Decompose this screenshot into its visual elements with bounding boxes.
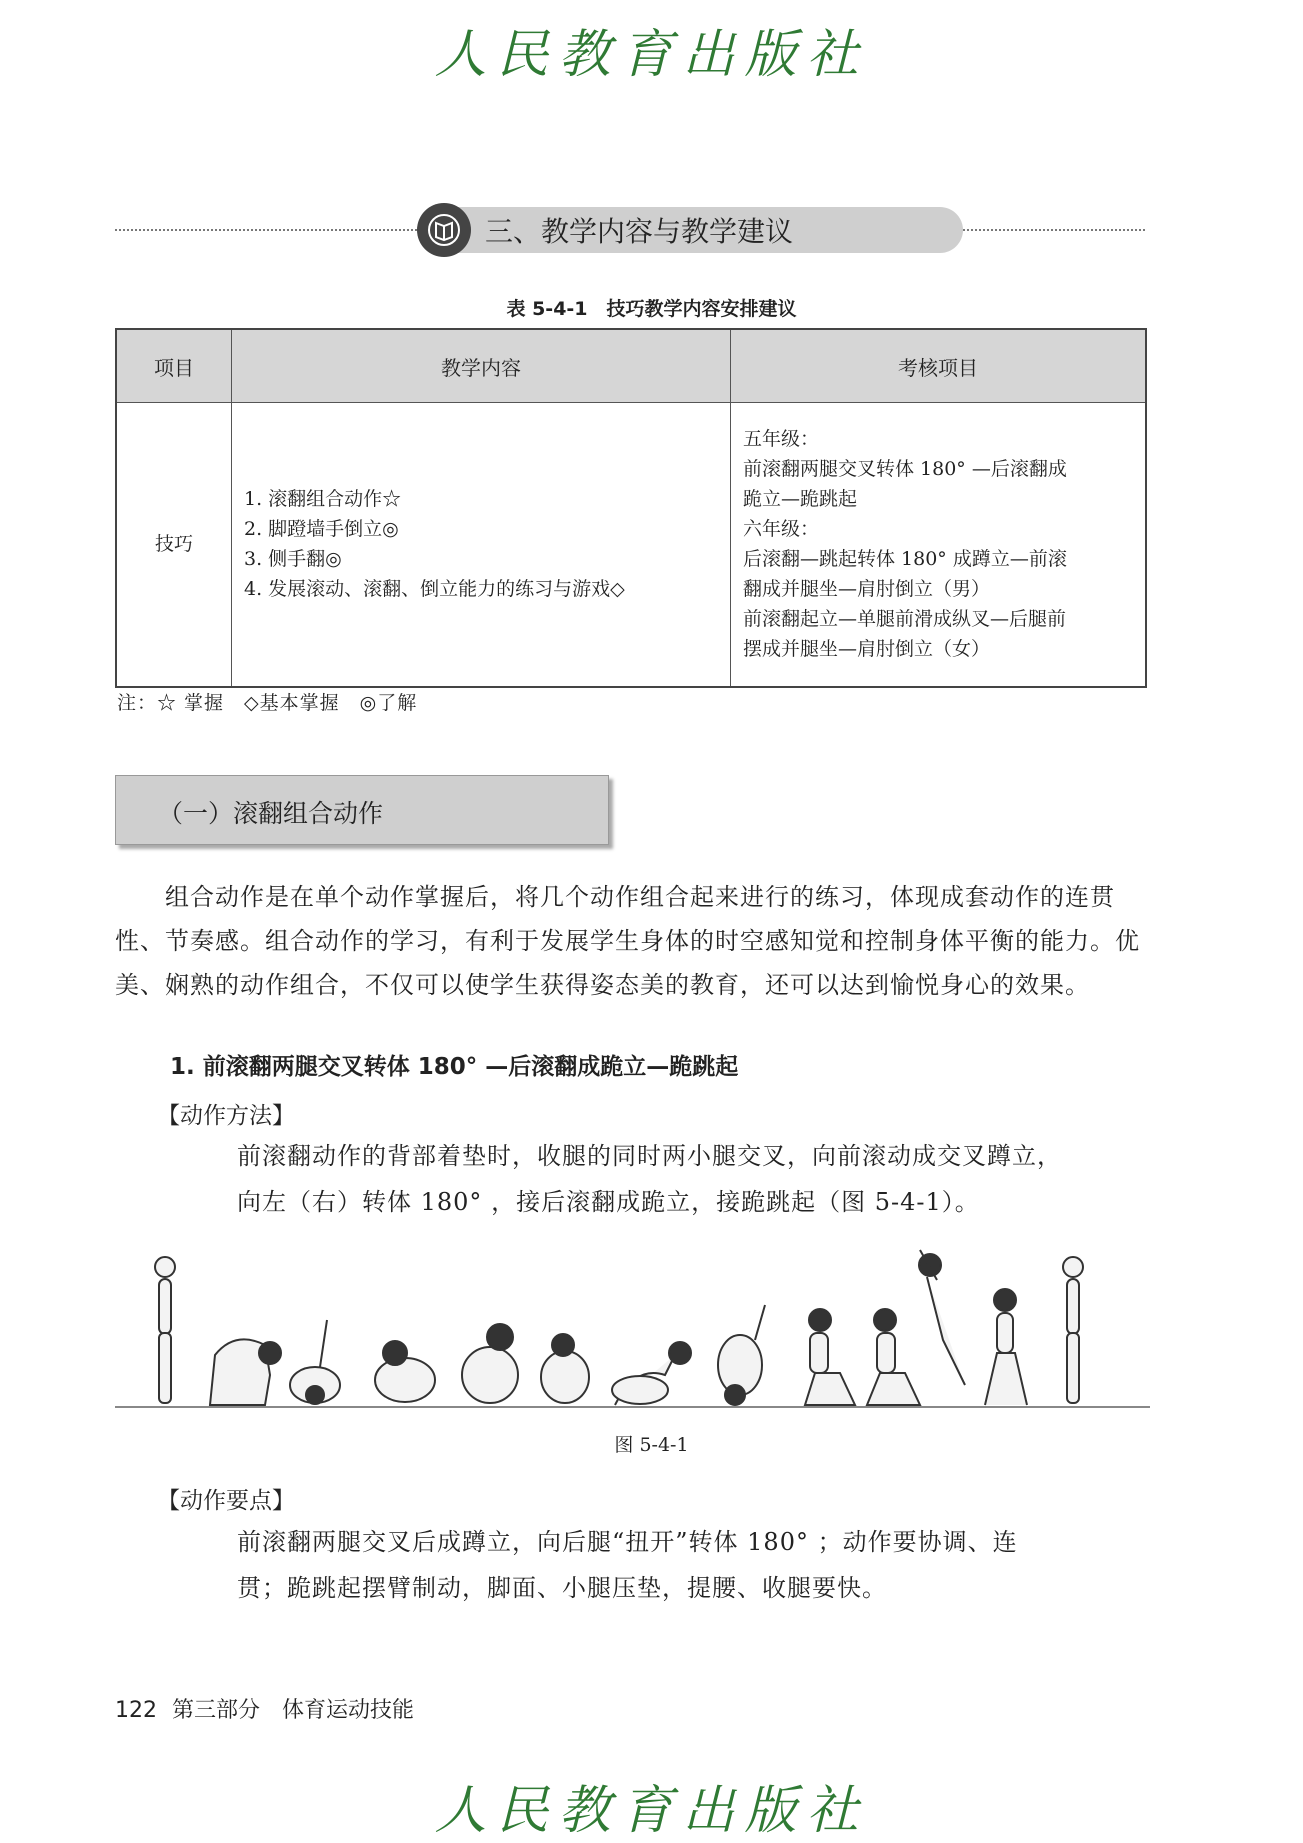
assessment-line: 后滚翻—跳起转体 180° 成蹲立—前滚 [743, 548, 1067, 571]
publisher-watermark-top: 人民教育出版社 [434, 25, 869, 85]
action-sequence-figure [115, 1245, 1150, 1415]
cell-assessment [731, 403, 1147, 687]
table-header-row [116, 329, 1146, 403]
method-label: 【动作方法】 [157, 1103, 295, 1129]
subsection-box [115, 775, 609, 845]
figure-roll-1 [290, 1320, 340, 1404]
figure-kneel-2 [867, 1309, 920, 1405]
figure-jump [919, 1250, 965, 1385]
table-row [116, 403, 1146, 687]
assessment-line: 跪立—跪跳起 [743, 488, 858, 511]
figure-kneel-1 [805, 1309, 855, 1405]
header-content: 教学内容 [232, 329, 731, 403]
content-line: 2. 脚蹬墙手倒立◎ [244, 518, 399, 541]
cell-content [232, 403, 731, 687]
assessment-line: 摆成并腿坐—肩肘倒立（女） [743, 638, 991, 661]
points-label: 【动作要点】 [157, 1488, 295, 1514]
figure-crouch-1 [462, 1324, 518, 1403]
figure-bending [210, 1339, 281, 1405]
header-item: 项目 [116, 329, 232, 403]
content-line: 4. 发展滚动、滚翻、倒立能力的练习与游戏◇ [244, 578, 625, 601]
figure-crouch-2 [541, 1334, 589, 1403]
header-assessment: 考核项目 [731, 329, 1147, 403]
footer-text: 第三部分 体育运动技能 [172, 1698, 415, 1723]
points-line: 贯；跪跳起摆臂制动，脚面、小腿压垫，提腰、收腿要快。 [237, 1574, 887, 1602]
assessment-line: 五年级： [743, 428, 820, 451]
page-footer [115, 1693, 414, 1724]
content-line: 1. 滚翻组合动作☆ [244, 488, 402, 511]
points-line: 前滚翻两腿交叉后成蹲立，向后腿“扭开”转体 180° ；动作要协调、连 [237, 1528, 1018, 1556]
content-table [115, 328, 1147, 688]
assessment-line: 六年级： [743, 518, 820, 541]
method-line: 前滚翻动作的背部着垫时，收腿的同时两小腿交叉，向前滚动成交叉蹲立， [237, 1142, 1062, 1170]
subsection-title: （一）滚翻组合动作 [158, 799, 384, 828]
item-heading: 1. 前滚翻两腿交叉转体 180° —后滚翻成跪立—跪跳起 [170, 1054, 739, 1080]
method-text [237, 1133, 1062, 1225]
points-text [237, 1519, 1018, 1611]
assessment-line: 前滚翻两腿交叉转体 180° —后滚翻成 [743, 458, 1067, 481]
section-title: 三、教学内容与教学建议 [485, 215, 794, 248]
section-title-pill [425, 207, 963, 253]
figure-back-roll [612, 1342, 691, 1405]
content-line: 3. 侧手翻◎ [244, 548, 342, 571]
method-line: 向左（右）转体 180° ，接后滚翻成跪立，接跪跳起（图 5-4-1）。 [237, 1188, 980, 1216]
section-header [115, 207, 1145, 253]
figure-land-crouch [985, 1289, 1027, 1405]
assessment-line: 前滚翻起立—单腿前滑成纵叉—后腿前 [743, 608, 1067, 631]
figure-standing-start [155, 1257, 175, 1403]
figure-standing-end [1063, 1257, 1083, 1403]
publisher-watermark-bottom: 人民教育出版社 [434, 1781, 869, 1841]
cell-item: 技巧 [116, 403, 232, 687]
page-number: 122 [115, 1698, 157, 1723]
assessment-line: 翻成并腿坐—肩肘倒立（男） [743, 578, 991, 601]
book-icon [417, 203, 471, 257]
figure-caption: 图 5-4-1 [614, 1434, 689, 1456]
table-caption: 表 5-4-1 技巧教学内容安排建议 [506, 298, 797, 320]
figure-sit-roll [375, 1341, 435, 1402]
figure-inverted [718, 1305, 765, 1405]
table-note: 注：☆ 掌握 ◇基本掌握 ◎了解 [117, 692, 418, 714]
intro-paragraph: 组合动作是在单个动作掌握后，将几个动作组合起来进行的练习，体现成套动作的连贯性、节奏感。组合动作的学习，有利于发展学生身体的时空感知觉和控制身体平衡的能力。优美、娴熟的动作组合，不仅可以使学生获得姿态美的教育，还可以达到愉悦身心的效果。 [115, 883, 1140, 999]
